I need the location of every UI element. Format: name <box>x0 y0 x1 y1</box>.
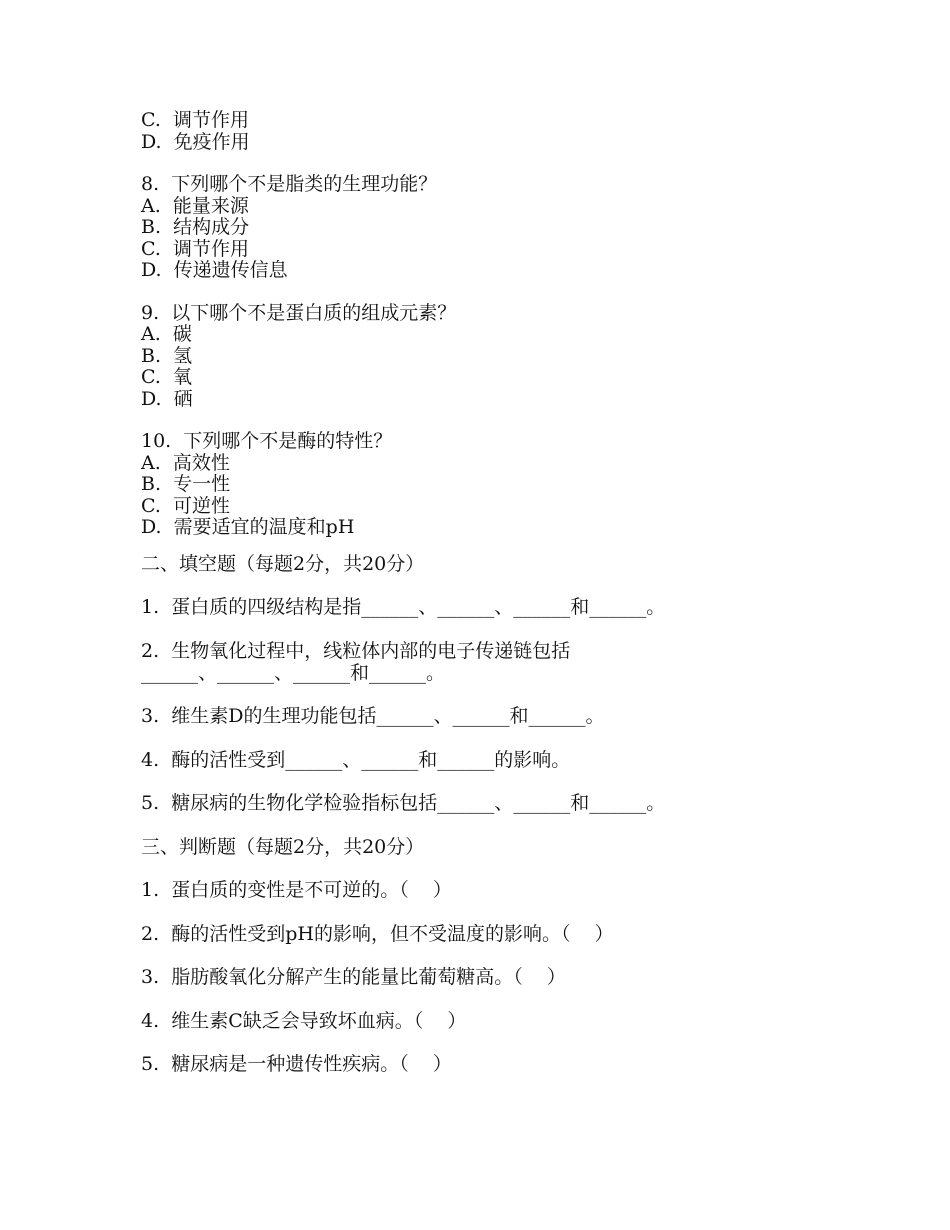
option-b: B. 氢 <box>141 344 193 367</box>
question-stem: 8. 下列哪个不是脂类的生理功能？ <box>141 173 438 195</box>
option-b: B. 结构成分 <box>141 216 250 238</box>
option-c: C. 可逆性 <box>141 494 230 517</box>
option-b: B. 专一性 <box>141 473 231 495</box>
fill-item-5: 5. 糖尿病的生物化学检验指标包括______、______和______。 <box>141 792 666 814</box>
option-c: C. 调节作用 <box>141 109 249 131</box>
judge-item-2: 2. 酶的活性受到pH的影响，但不受温度的影响。（ ） <box>141 922 614 945</box>
document-page <box>141 110 921 1097</box>
question-stem: 9. 以下哪个不是蛋白质的组成元素？ <box>141 301 457 324</box>
judge-item-5: 5. 糖尿病是一种遗传性疾病。（ ） <box>141 1053 452 1075</box>
option-d: D. 传递遗传信息 <box>141 259 288 281</box>
question-8 <box>141 174 921 282</box>
option-a: A. 碳 <box>141 323 192 345</box>
question-7-options <box>141 110 921 153</box>
option-a: A. 能量来源 <box>141 194 249 217</box>
section-title-true-false: 三、判断题（每题2分，共20分） <box>141 835 425 858</box>
fill-item-4: 4. 酶的活性受到______、______和______的影响。 <box>141 748 571 771</box>
option-d: D. 免疫作用 <box>141 130 250 153</box>
option-d: D. 硒 <box>141 387 193 410</box>
fill-item-2-line-1: 2. 生物氧化过程中，线粒体内部的电子传递链包括 <box>141 639 571 662</box>
fill-item-2-line-2: ______、______、______和______。 <box>141 661 446 684</box>
judge-item-3: 3. 脂肪酸氧化分解产生的能量比葡萄糖高。（ ） <box>141 966 566 988</box>
question-stem: 10. 下列哪个不是酶的特性？ <box>141 430 393 452</box>
option-c: C. 调节作用 <box>141 237 249 260</box>
fill-item-2 <box>141 640 921 684</box>
fill-item-1: 1. 蛋白质的四级结构是指______、______、______和______。 <box>141 596 666 618</box>
fill-item-3: 3. 维生素D的生理功能包括______、______和______。 <box>141 705 605 727</box>
option-d: D. 需要适宜的温度和pH <box>141 516 355 538</box>
option-c: C. 氧 <box>141 366 192 388</box>
option-a: A. 高效性 <box>141 451 230 474</box>
question-10 <box>141 431 921 539</box>
judge-item-1: 1. 蛋白质的变性是不可逆的。（ ） <box>141 879 452 901</box>
question-9 <box>141 303 921 411</box>
judge-item-4: 4. 维生素C缺乏会导致坏血病。（ ） <box>141 1009 467 1032</box>
section-title-fill-in: 二、填空题（每题2分，共20分） <box>141 552 425 575</box>
